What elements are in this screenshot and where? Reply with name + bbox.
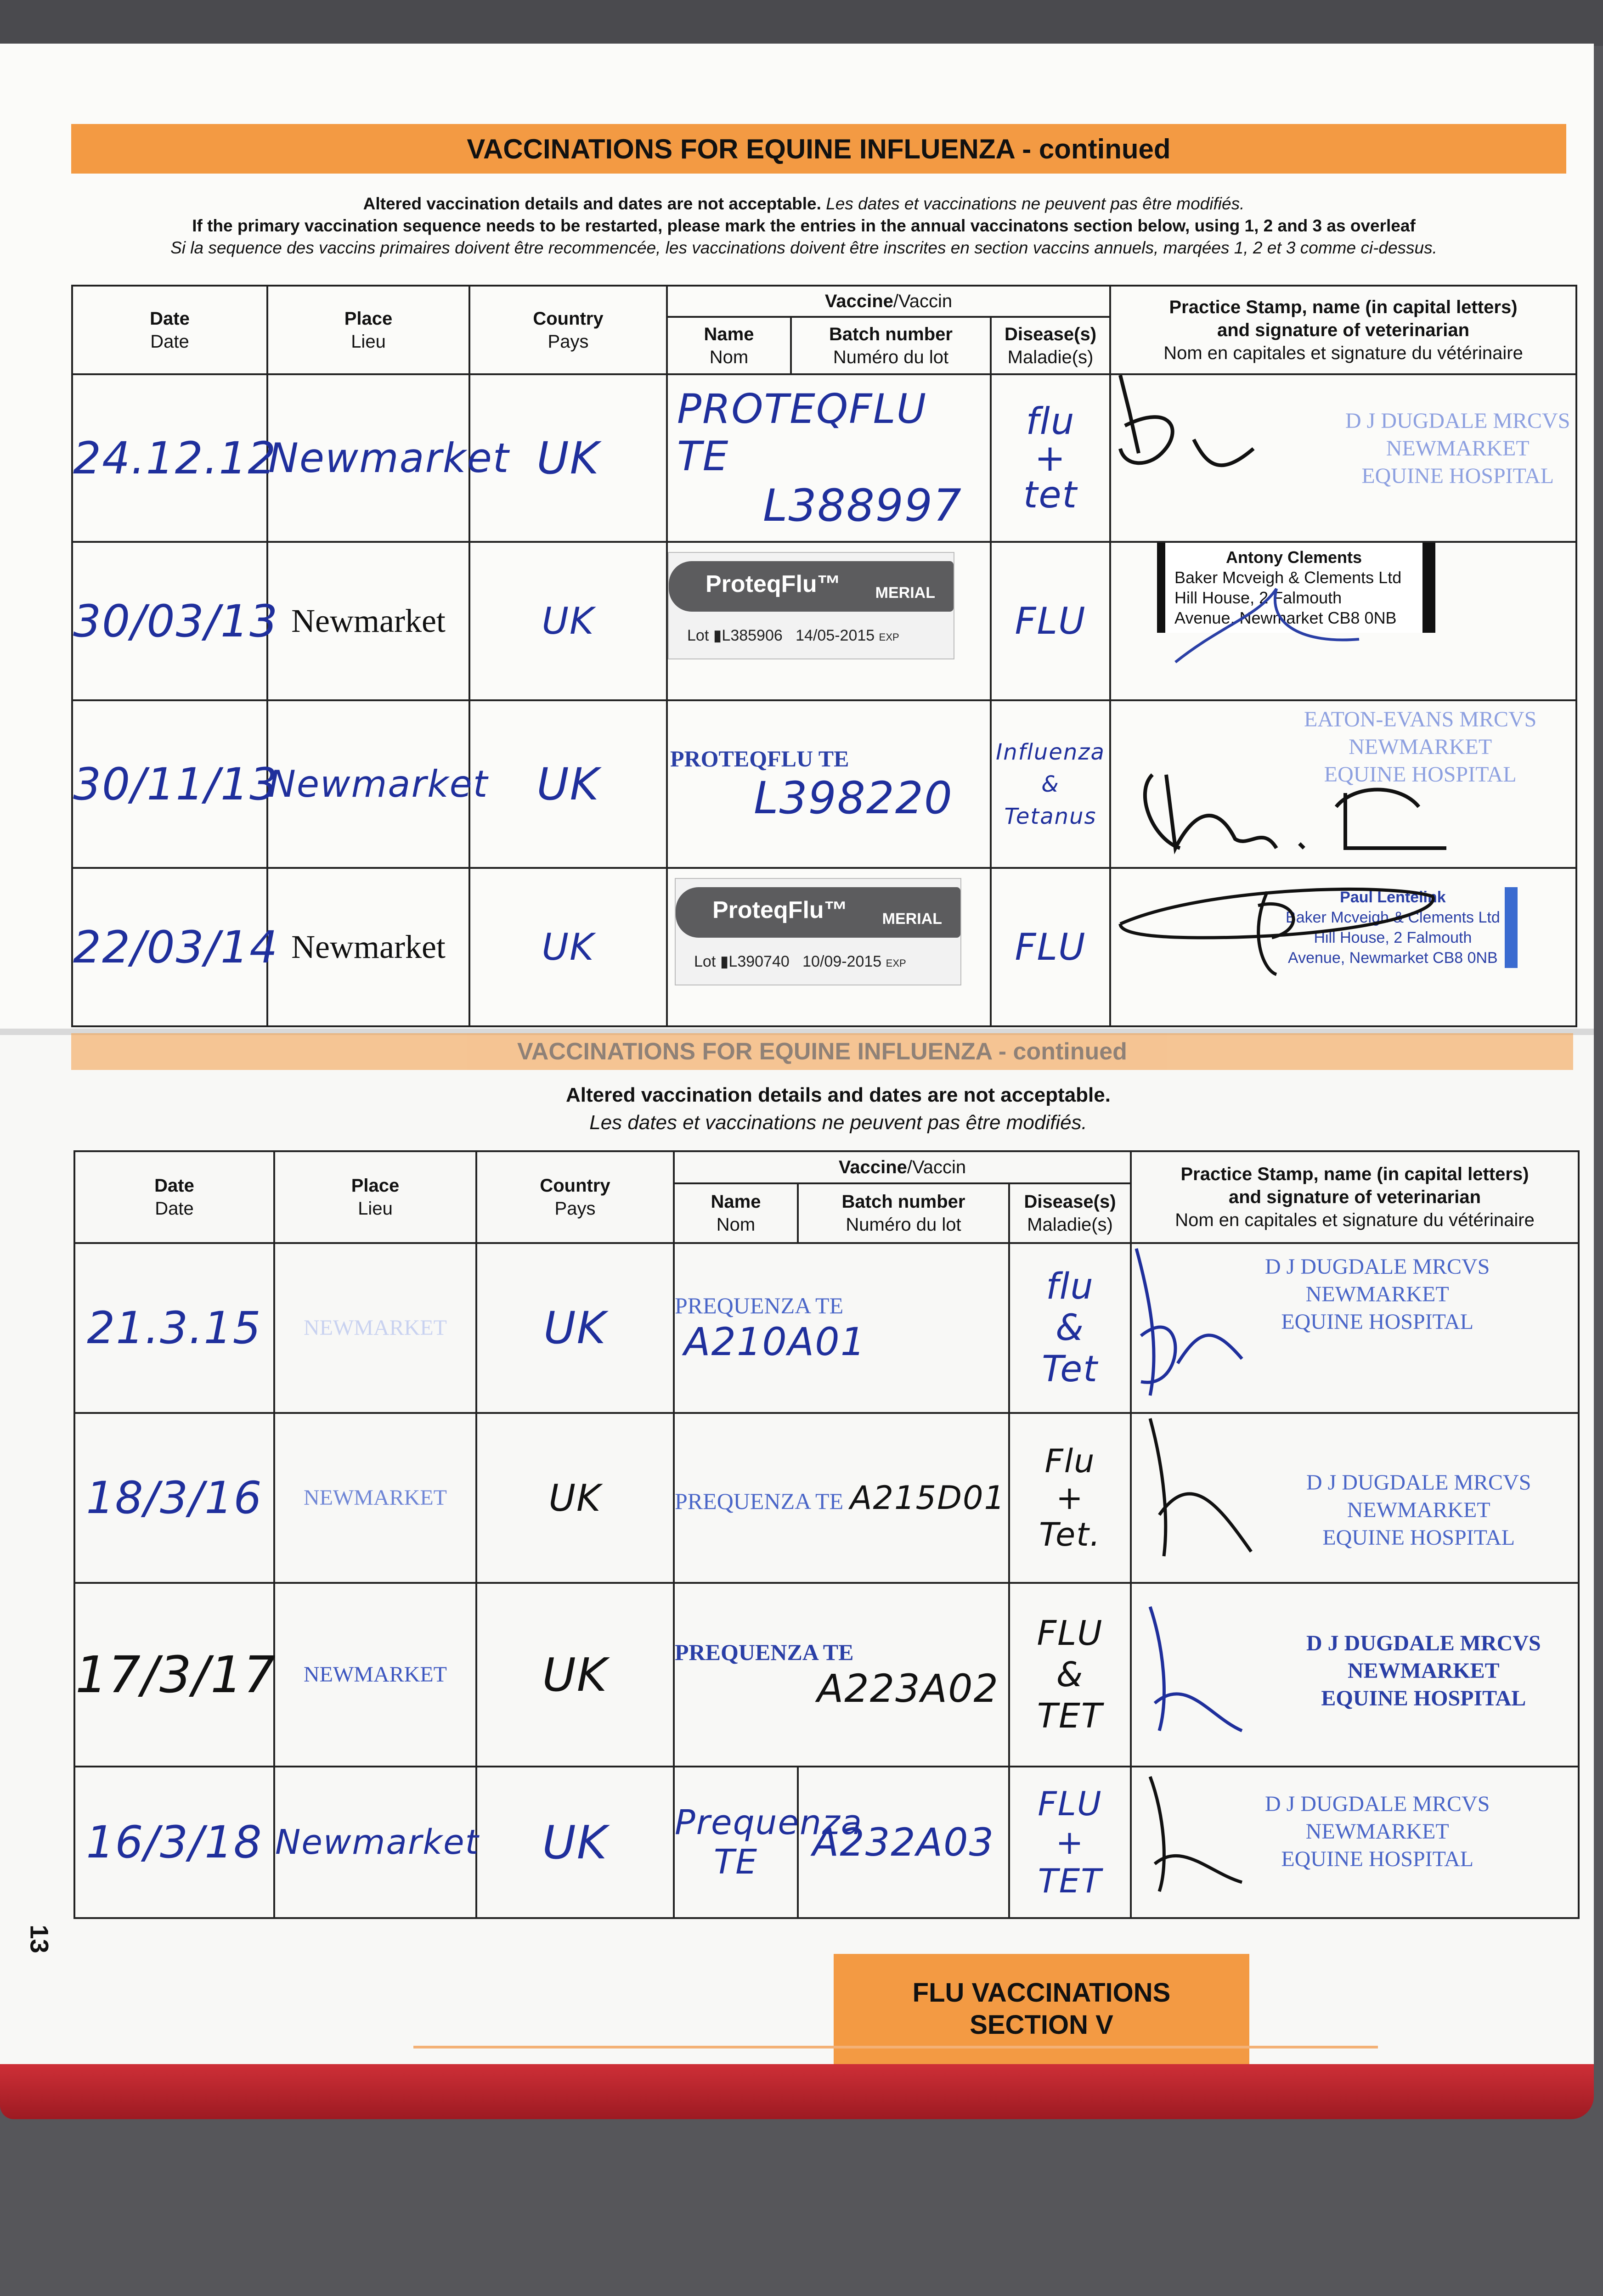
notice-en: Altered vaccination details and dates are not acceptable. (363, 194, 821, 213)
sticker-lot: Lot ▮L385906 14/05-2015 EXP (687, 627, 899, 644)
disease-entry: FLU (1015, 926, 1086, 968)
date-entry: 18/3/16 (86, 1472, 263, 1524)
header-name: Name Nom (667, 317, 791, 374)
notice-restart-fr: Si la sequence des vaccins primaires doivent être recommencée, les vaccinations doivent être inscrites en section vaccins annuels, marqées 1, 2 et 3 comme ci-dessus. (170, 238, 1437, 257)
signature-image (1141, 1593, 1279, 1758)
sticker-brand: ProteqFlu™ (706, 571, 841, 597)
header-disease: Disease(s) Maladie(s) (1009, 1183, 1131, 1243)
batch-entry: A223A02 (817, 1666, 999, 1711)
batch-entry: L388997 (763, 479, 962, 531)
disease-entry: Flu + Tet. (1039, 1442, 1101, 1553)
place-entry: NEWMARKET (304, 1662, 447, 1687)
date-entry: 24.12.12 (73, 432, 277, 484)
disease-entry: FLU + TET (1038, 1784, 1102, 1900)
page-number: 13 (25, 1925, 54, 1953)
practice-stamp: Antony Clements Baker Mcveigh & Clements Ltd Hill House, 2 Falmouth Avenue, Newmarket CB8 0NB (1157, 543, 1435, 633)
notice-fr: Les dates et vaccinations ne peuvent pas être modifiés. (826, 194, 1245, 213)
practice-stamp: D J DUGDALE MRCVS NEWMARKET EQUINE HOSPITAL (1345, 409, 1570, 488)
table-row (72, 868, 1576, 1026)
vaccination-table-top (71, 285, 1577, 1027)
signature-image (1111, 878, 1524, 979)
disease-entry: FLU (1015, 600, 1086, 642)
country-entry: UK (542, 600, 595, 642)
date-entry: 17/3/17 (75, 1645, 277, 1704)
practice-stamp: D J DUGDALE MRCVS NEWMARKET EQUINE HOSPITAL (1306, 1470, 1531, 1550)
batch-entry: A232A03 (812, 1820, 995, 1865)
country-entry: UK (548, 1476, 602, 1519)
header-batch: Batch number Numéro du lot (791, 317, 991, 374)
header-place: Place Lieu (274, 1151, 476, 1243)
header-country: Country Pays (469, 286, 667, 374)
date-entry: 30/11/13 (73, 758, 279, 810)
date-entry: 21.3.15 (87, 1302, 262, 1354)
section-title-2 (71, 1033, 1573, 1070)
notice2-fr: Les dates et vaccinations ne peuvent pas être modifiés. (589, 1111, 1087, 1134)
sticker-lot: Lot ▮L390740 10/09-2015 EXP (694, 953, 906, 970)
country-entry: UK (543, 1302, 607, 1354)
country-entry: UK (536, 432, 600, 484)
footer-rule (413, 2046, 1378, 2048)
table-row (72, 542, 1576, 700)
header-stamp: Practice Stamp, name (in capital letters) and signature of veterinarian Nom en capitales et signature du vétérinaire (1110, 286, 1576, 374)
sticker-maker: MERIAL (875, 584, 935, 602)
signature-image (1141, 1772, 1279, 1910)
place-entry: NEWMARKET (304, 1486, 447, 1510)
signature-image (1166, 570, 1396, 685)
table-row (74, 1767, 1579, 1918)
header-date: Date Date (74, 1151, 274, 1243)
disease-entry: flu + tet (1023, 400, 1078, 516)
sticker-maker: MERIAL (882, 910, 942, 928)
section-title-2-text: VACCINATIONS FOR EQUINE INFLUENZA - continued (517, 1038, 1127, 1065)
place-entry: Newmarket (268, 434, 510, 482)
header-batch: Batch number Numéro du lot (798, 1183, 1009, 1243)
notice-line-3 (46, 237, 1562, 259)
country-entry: UK (536, 758, 600, 810)
practice-stamp: EATON-EVANS MRCVS NEWMARKET EQUINE HOSPITAL (1304, 707, 1537, 787)
vaccine-name-entry: PROTEQFLU TE (677, 385, 927, 480)
sticker-brand: ProteqFlu™ (712, 897, 848, 923)
practice-stamp: Paul Lentelink Baker Mcveigh & Clements Ltd Hill House, 2 Falmouth Avenue, Newmarket CB8 0NB (1286, 887, 1518, 968)
signature-image (1132, 1244, 1270, 1414)
practice-stamp: D J DUGDALE MRCVS NEWMARKET EQUINE HOSPITAL (1265, 1255, 1490, 1334)
signature-image (1116, 375, 1299, 513)
vaccine-name-entry: Prequenza TE (675, 1803, 863, 1882)
practice-stamp: D J DUGDALE MRCVS NEWMARKET EQUINE HOSPITAL (1265, 1792, 1490, 1871)
batch-entry: A215D01 (850, 1479, 1006, 1517)
passport-cover-edge (0, 2064, 1594, 2119)
place-entry: Newmarket (291, 929, 446, 965)
date-entry: 30/03/13 (73, 595, 279, 647)
country-entry: UK (542, 1648, 608, 1702)
notice-restart-en: If the primary vaccination sequence needs to be restarted, please mark the entries in the annual vaccinatons section below, using 1, 2 and 3 as overleaf (192, 216, 1416, 235)
table-row (72, 374, 1576, 542)
batch-entry: L398220 (754, 772, 953, 824)
section-title (71, 124, 1566, 174)
vaccine-name-entry: PROTEQFLU TE (670, 745, 849, 771)
disease-entry: flu & Tet (1042, 1266, 1098, 1390)
vaccine-sticker (675, 878, 961, 985)
header-vaccine: Vaccine/Vaccin (674, 1151, 1131, 1183)
section-label-line2: SECTION V (970, 2010, 1113, 2040)
section-title-text: VACCINATIONS FOR EQUINE INFLUENZA - continued (467, 133, 1171, 164)
header-vaccine: Vaccine/Vaccin (667, 286, 1110, 317)
vaccine-sticker (668, 552, 954, 659)
scanner-edge (0, 0, 1603, 46)
vaccine-name-entry: PREQUENZA TE (675, 1488, 844, 1514)
place-entry: Newmarket (291, 602, 446, 639)
date-entry: 22/03/14 (73, 921, 279, 973)
section-label-line1: FLU VACCINATIONS (912, 1978, 1171, 2008)
country-entry: UK (542, 926, 595, 968)
header-country: Country Pays (476, 1151, 674, 1243)
notice-line-2 (46, 215, 1562, 237)
vaccine-name-entry: PREQUENZA TE (675, 1293, 844, 1318)
disease-entry: Influenza & Tetanus (996, 739, 1105, 829)
table-row (74, 1243, 1579, 1413)
country-entry: UK (542, 1815, 608, 1869)
header-place: Place Lieu (267, 286, 469, 374)
vaccination-table-bottom (73, 1150, 1580, 1919)
batch-entry: A210A01 (684, 1319, 866, 1364)
signature-image (1141, 1414, 1279, 1579)
table-row (72, 700, 1576, 868)
notice2-en: Altered vaccination details and dates are not acceptable. (566, 1084, 1111, 1106)
place-entry: Newmarket (268, 763, 489, 805)
table-row (74, 1583, 1579, 1767)
table-row (74, 1413, 1579, 1583)
date-entry: 16/3/18 (86, 1817, 263, 1868)
vaccine-name-entry: PREQUENZA TE (675, 1639, 854, 1665)
notice-line-1 (46, 193, 1562, 215)
practice-stamp: D J DUGDALE MRCVS NEWMARKET EQUINE HOSPITAL (1306, 1631, 1541, 1711)
header-date: Date Date (72, 286, 267, 374)
header-name: Name Nom (674, 1183, 798, 1243)
signature-image (1125, 756, 1474, 862)
header-stamp: Practice Stamp, name (in capital letters) and signature of veterinarian Nom en capitales et signature du vétérinaire (1131, 1151, 1579, 1243)
place-entry: Newmarket (275, 1823, 480, 1862)
place-entry: NEWMARKET (304, 1316, 447, 1340)
disease-entry: FLU & TET (1037, 1614, 1103, 1736)
header-disease: Disease(s) Maladie(s) (991, 317, 1110, 374)
